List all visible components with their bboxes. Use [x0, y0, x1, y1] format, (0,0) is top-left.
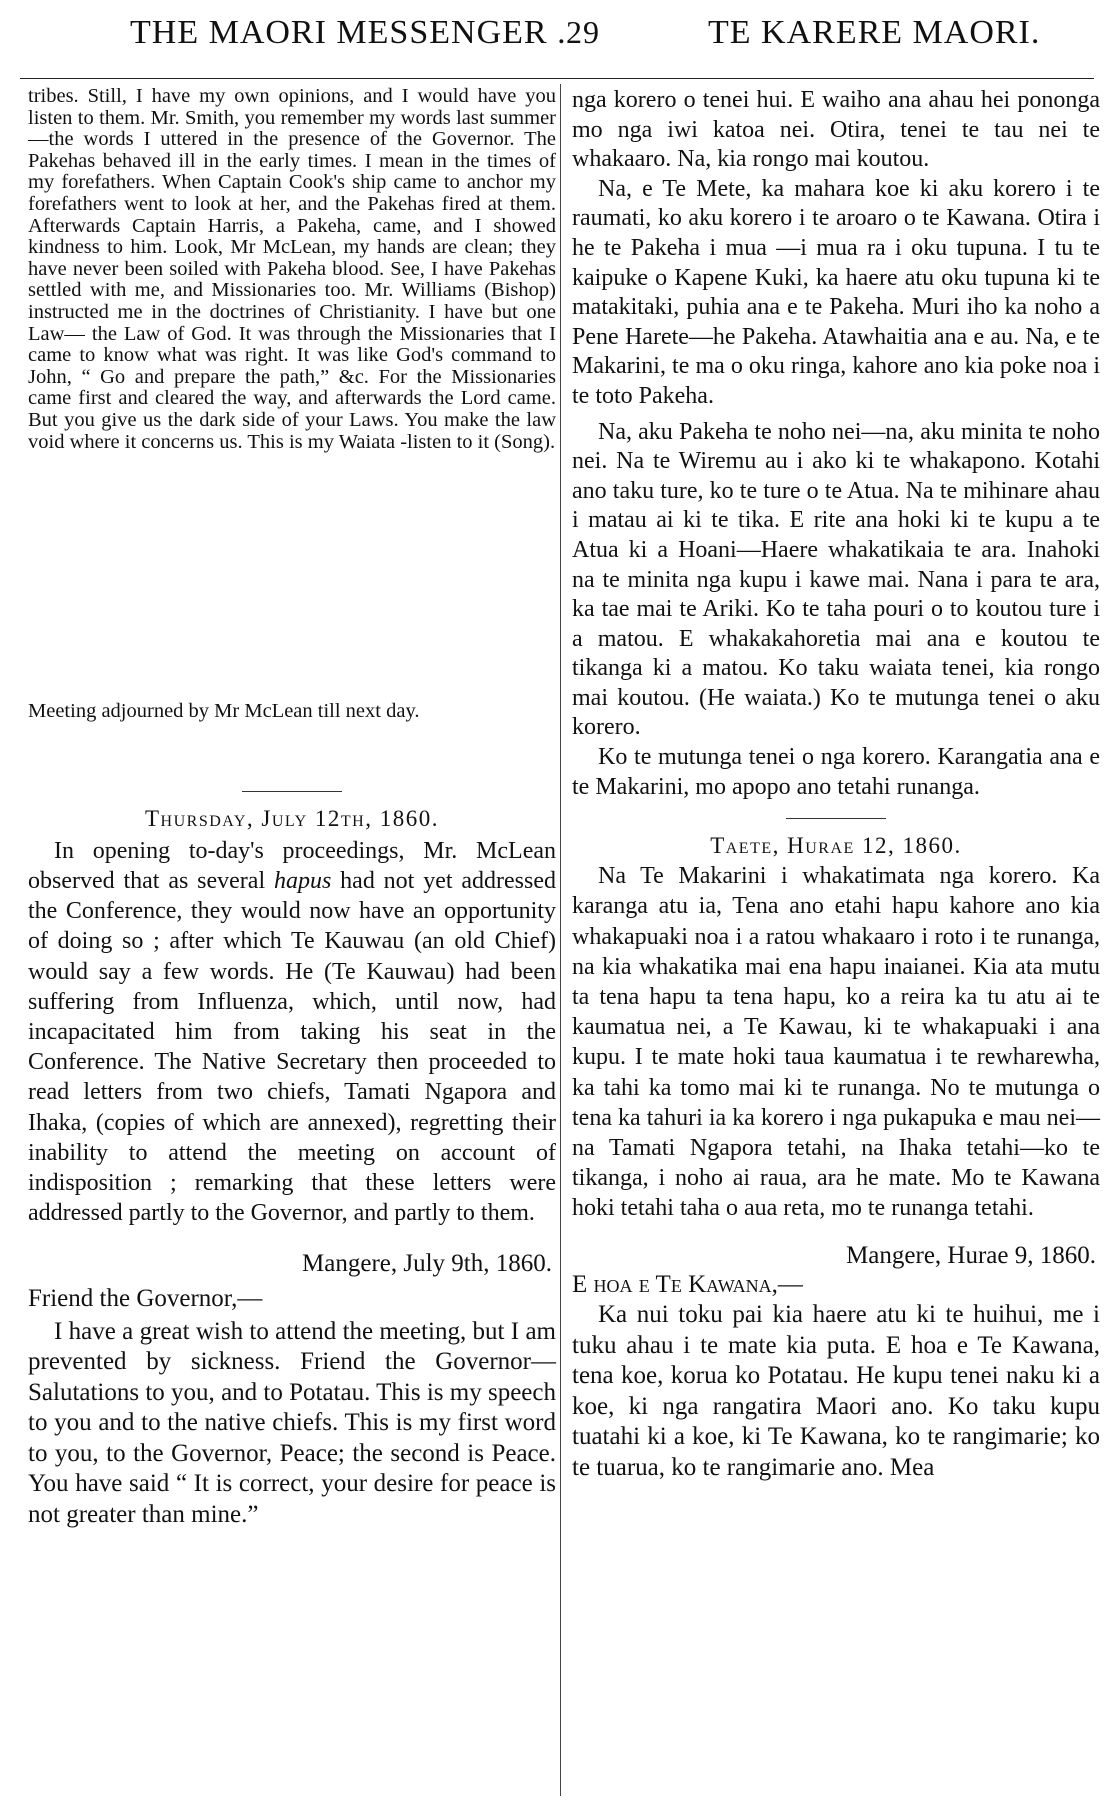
- column-divider: [560, 84, 561, 1796]
- letter-body: I have a great wish to attend the meeting, but I am prevented by sickness. Friend the Governor—Salutations to you, and to Potatau. This is my speech to you and to the native chiefs. This is my first word to you, to the Governor, Peace; the second is Peace. You have said “ It is correct, your desire for peace is not greater than mine.”: [28, 1317, 556, 1528]
- korero-paragraph: Na, e Te Mete, ka mahara koe ki aku korero i te raumati, ko aku korero i te aroaro o te Kawana. Otira i he te Pakeha i mua —i mua ra i oku tupuna. I tu te kaipuke o Kapene Kuki, ka haere atu oku tupuna ki te matakitaki, puhia ana e te Pakeha. Muri iho ka noho a Pene Harete—he Pakeha. Atawhaitia ana e au. Na, e te Makarini, te ma o oku ringa, kahore ano kia poke noa i te toto Pakeha.: [572, 175, 1100, 409]
- runanga-paragraph: Na Te Makarini i whakatimata nga korero. Ka karanga atu ia, Tena ano etahi hapu kahore ano kia whakapuaki noa i a ratou whakaaro i roto i te runanga, na kia whakatika mai ena hapu inaianei. Kia ata mutu ta tena hapu ta tena hapu, ko a reira ka tu atu ai te kaumatua nei, a Te Kawau, ki te whakapuaki i ana kupu. I te mate hoki taua kaumatua i te rewharewha, ka tahi ka tomo mai ki te runanga. No te mutunga o tena ka tahuri ia ka korero i nga pukapuka e mau nei—na Tamati Ngapora tetahi, na Ihaka tetahi—ko te tikanga, i noho ai raua, ara he mate. Mo te Kawana hoki tetahi taha o aua reta, mo te runanga tetahi.: [572, 863, 1100, 1222]
- english-column: [28, 86, 556, 1530]
- letter-place-date: Mangere, July 9th, 1860.: [302, 1250, 552, 1278]
- header-rule: [20, 78, 1094, 79]
- speech-paragraph: tribes. Still, I have my own opinions, and I would have you listen to them. Mr. Smith, you remember my words last summer—the words I uttered in the presence of the Governor. The Pakehas behaved ill in the early times. I mean in the times of my forefathers. When Captain Cook's ship came to anchor my forefathers went to look at her, and the Pakehas fired at them. Afterwards Captain Harris, a Pakeha, came, and I showed kindness to him. Look, Mr McLean, my hands are clean; they have never been soiled with Pakeha blood. See, I have Pakehas settled with me, and Missionaries too. Mr. Williams (Bishop) instructed me in the doctrines of Christianity. I have but one Law— the Law of God. It was through the Missionaries that I came to know what was right. It was like God's command to John, “ Go and prepare the path,” &c. For the Missionaries came first and cleared the way, and afterwards the Lord came. But you give us the dark side of your Laws. You make the law void where it concerns us. This is my Waiata -listen to it (Song).: [28, 85, 556, 453]
- page-number: 29: [566, 14, 600, 50]
- korero-paragraph: Ko te mutunga tenei o nga korero. Karangatia ana e te Makarini, mo apopo ano tetahi runanga.: [572, 744, 1100, 800]
- maori-column: [572, 86, 1100, 1483]
- korero-paragraph: Na, aku Pakeha te noho nei—na, aku minita te noho nei. Na te Wiremu au i ako ki te whakapono. Kotahi ano taku ture, ko te ture o te Atua. Na te mihinare ahau i matau ai ki te tika. E rite ana hoki ki te kupu a te Atua ki a Hoani—Haere whakatikaia te ara. Inahoki na te minita nga kupu i kawe mai. Nana i para te ara, ka tae mai te Ariki. Ko te taha pouri o to koutou ture i a matou. E whakakahoretia mai ana e koutou te tikanga ki a matou. Ko taku waiata tenei, kia rongo mai koutou. (He waiata.) Ko te mutunga tenei o aku korero.: [572, 418, 1100, 741]
- hapus-term: hapus: [273, 867, 332, 894]
- page-header: [0, 14, 1114, 62]
- adjournment-note: Meeting adjourned by Mr McLean till next day.: [28, 700, 420, 723]
- letter-place-date: Mangere, Hurae 9, 1860.: [846, 1241, 1096, 1269]
- section-rule: [242, 791, 342, 792]
- section-heading: Taete, Hurae 12, 1860.: [710, 833, 962, 859]
- letter-body: Ka nui toku pai kia haere atu ki te huihui, me i tuku ahau i te mate kia puta. E hoa e Te Kawana, tena koe, korua ko Potatau. He kupu tenei naku ki a koe, ki nga rangatira Maori ano. Ko taku kupu tuatahi ki a koe, ki Te Kawana, ko te rangimarie; ko te tuarua, ko te rangimarie ano. Mea: [572, 1301, 1100, 1481]
- letter-salutation: Friend the Governor,—: [28, 1285, 263, 1313]
- letter-salutation: E hoa e Te Kawana,—: [572, 1270, 803, 1298]
- header-english-title: THE MAORI MESSENGER .: [130, 14, 567, 51]
- section-heading: Thursday, July 12th, 1860.: [145, 805, 439, 831]
- blank-space: [28, 453, 556, 661]
- korero-paragraph: nga korero o tenei hui. E waiho ana ahau hei pononga mo nga iwi katoa nei. Otira, tenei te tau nei te whakaaro. Na, kia rongo mai koutou.: [572, 87, 1100, 173]
- header-maori-title: TE KARERE MAORI.: [708, 14, 1041, 51]
- proceedings-paragraph: In opening to-day's proceedings, Mr. McLean observed that as several hapus had not yet addressed the Conference, they would now have an opportunity of doing so ; after which Te Kauwau (an old Chief) would say a few words. He (Te Kauwau) had been suffering from Influenza, which, until now, had incapacitated him from taking his seat in the Conference. The Native Secretary then proceeded to read letters from two chiefs, Tamati Ngapora and Ihaka, (copies of which are annexed), regretting their inability to attend the meeting on account of indisposition ; remarking that these letters were addressed partly to the Governor, and partly to them.: [28, 837, 556, 1227]
- section-rule: [786, 818, 886, 819]
